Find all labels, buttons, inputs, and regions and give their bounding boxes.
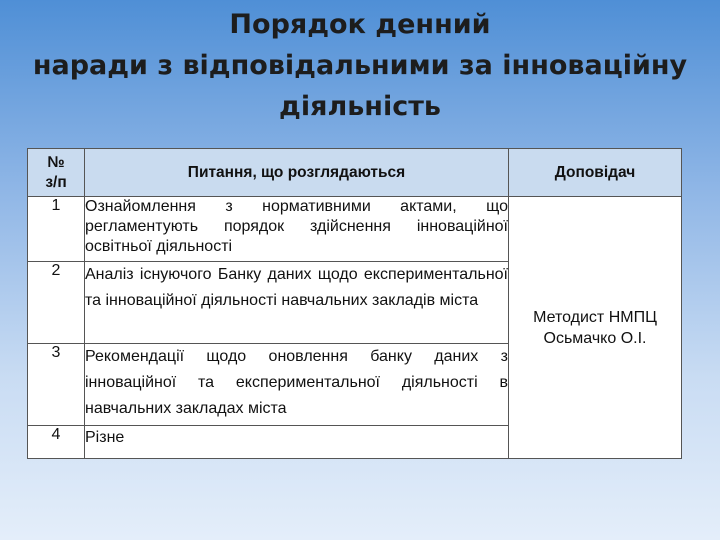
header-reporter: Доповідач <box>509 149 682 197</box>
header-row <box>28 149 682 197</box>
row-question: Аналіз існуючого Банку даних щодо експериментальної та інноваційної діяльності навчальних закладів міста <box>85 262 509 344</box>
row-number: 3 <box>28 344 85 426</box>
row-question: Рекомендації щодо оновлення банку даних з інноваційної та експериментальної діяльності в навчальних закладах міста <box>85 344 509 426</box>
slide-title <box>0 4 720 127</box>
row-number: 2 <box>28 262 85 344</box>
header-number-symbol: № <box>47 153 65 171</box>
header-question: Питання, що розглядаються <box>85 149 509 197</box>
row-question: Різне <box>85 426 509 459</box>
agenda-table <box>27 148 682 459</box>
row-number: 4 <box>28 426 85 459</box>
row-number: 1 <box>28 197 85 262</box>
row-question: Ознайомлення з нормативними актами, що регламентують порядок здійснення інноваційної освітньої діяльності <box>85 197 509 262</box>
title-line-3: діяльність <box>279 91 441 122</box>
header-number-abbr: з/п <box>45 173 67 191</box>
header-number <box>28 149 85 197</box>
reporter-position: Методист НМПЦ <box>533 308 657 326</box>
title-line-1: Порядок денний <box>229 9 491 40</box>
reporter-cell <box>509 197 682 459</box>
title-line-2: наради з відповідальними за інноваційну <box>32 50 688 81</box>
reporter-name: Осьмачко О.І. <box>543 329 647 347</box>
table-row <box>28 197 682 262</box>
